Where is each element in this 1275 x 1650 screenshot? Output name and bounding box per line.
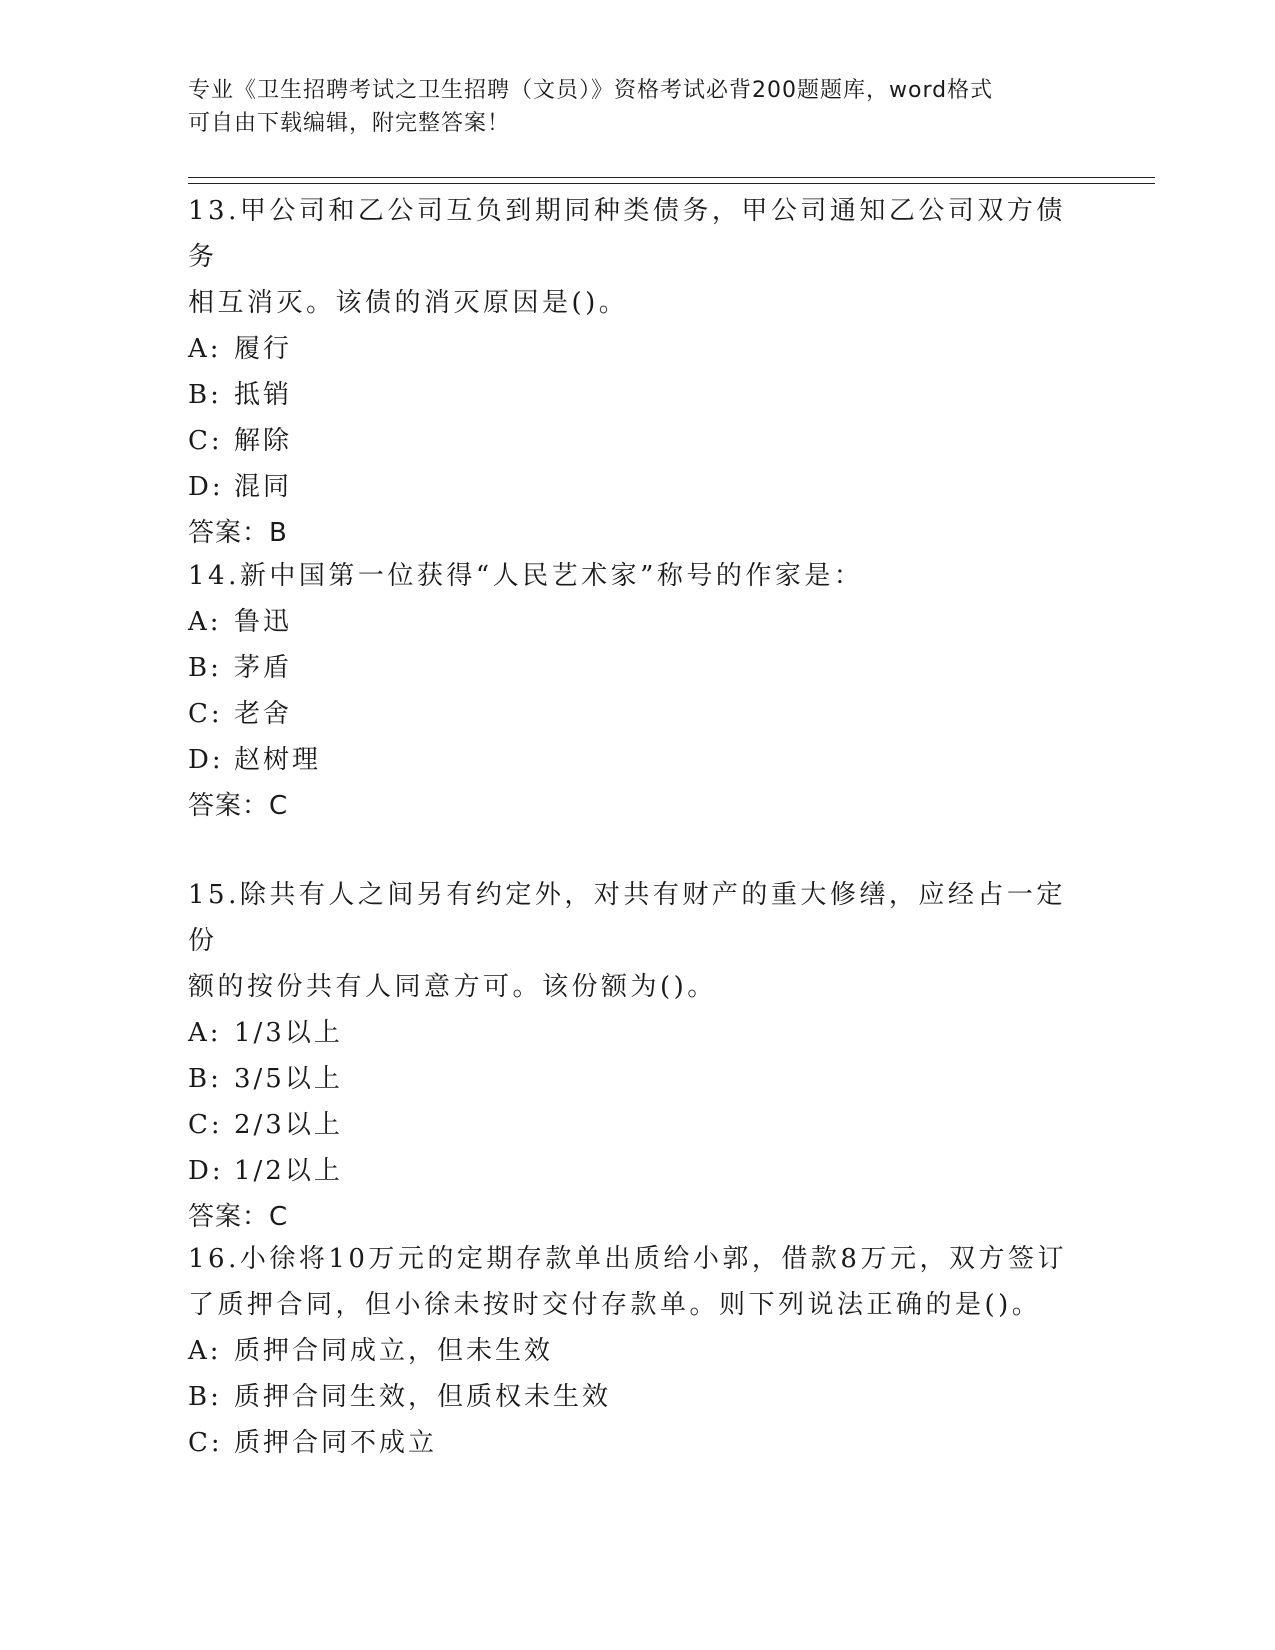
option-letter: C:: [188, 426, 223, 456]
option-letter: B:: [188, 1064, 222, 1094]
option-letter: D:: [188, 745, 224, 775]
question-stem-line-1: 14.新中国第一位获得“人民艺术家”称号的作家是：: [188, 561, 864, 591]
option-b: [188, 1374, 1088, 1420]
option-c: [188, 1102, 1088, 1148]
answer-line: 答案：C: [188, 1202, 289, 1232]
option-b: [188, 645, 1088, 691]
option-text: 混同: [234, 472, 293, 502]
option-letter: A:: [188, 1018, 222, 1048]
option-text: 质押合同成立，但未生效: [234, 1336, 554, 1366]
option-b: [188, 372, 1088, 418]
header-divider-bottom: [188, 183, 1155, 184]
document-header: [188, 74, 1078, 140]
answer-line: 答案：B: [188, 518, 288, 548]
option-letter: C:: [188, 1110, 223, 1140]
option-letter: B:: [188, 380, 222, 410]
question-stem-line-1: 13.甲公司和乙公司互负到期同种类债务，甲公司通知乙公司双方债务: [188, 196, 1066, 272]
question-stem-line-2: 相互消灭。该债的消灭原因是()。: [188, 288, 629, 318]
option-letter: A:: [188, 1336, 222, 1366]
option-text: 质押合同生效，但质权未生效: [234, 1382, 612, 1412]
option-letter: A:: [188, 607, 222, 637]
header-title-line-2: 可自由下载编辑，附完整答案！: [188, 111, 511, 136]
option-c: [188, 418, 1088, 464]
option-c: [188, 691, 1088, 737]
question-stem-line-2: 了质押合同，但小徐未按时交付存款单。则下列说法正确的是()。: [188, 1290, 1042, 1320]
answer-line: 答案：C: [188, 791, 289, 821]
option-a: [188, 326, 1088, 372]
option-text: 鲁迅: [234, 607, 293, 637]
header-divider-top: [188, 177, 1155, 178]
option-text: 履行: [234, 334, 293, 364]
option-letter: C:: [188, 699, 223, 729]
option-letter: D:: [188, 472, 224, 502]
option-letter: C:: [188, 1428, 223, 1458]
header-title-line-1: 专业《卫生招聘考试之卫生招聘（文员）》资格考试必背200题题库，word格式: [188, 78, 994, 103]
option-letter: B:: [188, 653, 222, 683]
question-15: [188, 872, 1088, 1240]
question-13: [188, 188, 1088, 556]
option-text: 老舍: [234, 699, 293, 729]
option-b: [188, 1056, 1088, 1102]
option-c: [188, 1420, 1088, 1466]
option-text: 解除: [234, 426, 293, 456]
option-d: [188, 464, 1088, 510]
option-text: 2/3以上: [234, 1110, 343, 1140]
question-stem-line-1: 16.小徐将10万元的定期存款单出质给小郭，借款8万元，双方签订: [188, 1244, 1067, 1274]
option-a: [188, 1328, 1088, 1374]
option-text: 质押合同不成立: [234, 1428, 438, 1458]
option-a: [188, 599, 1088, 645]
option-a: [188, 1010, 1088, 1056]
question-14: [188, 553, 1088, 829]
option-text: 3/5以上: [234, 1064, 343, 1094]
question-stem-line-1: 15.除共有人之间另有约定外，对共有财产的重大修缮，应经占一定份: [188, 880, 1066, 956]
option-text: 赵树理: [234, 745, 322, 775]
option-letter: B:: [188, 1382, 222, 1412]
option-letter: D:: [188, 1156, 224, 1186]
option-letter: A:: [188, 334, 222, 364]
option-text: 1/3以上: [234, 1018, 343, 1048]
option-d: [188, 737, 1088, 783]
option-text: 茅盾: [234, 653, 293, 683]
option-d: [188, 1148, 1088, 1194]
question-16: [188, 1236, 1088, 1466]
question-stem-line-2: 额的按份共有人同意方可。该份额为()。: [188, 972, 717, 1002]
option-text: 1/2以上: [234, 1156, 343, 1186]
option-text: 抵销: [234, 380, 293, 410]
